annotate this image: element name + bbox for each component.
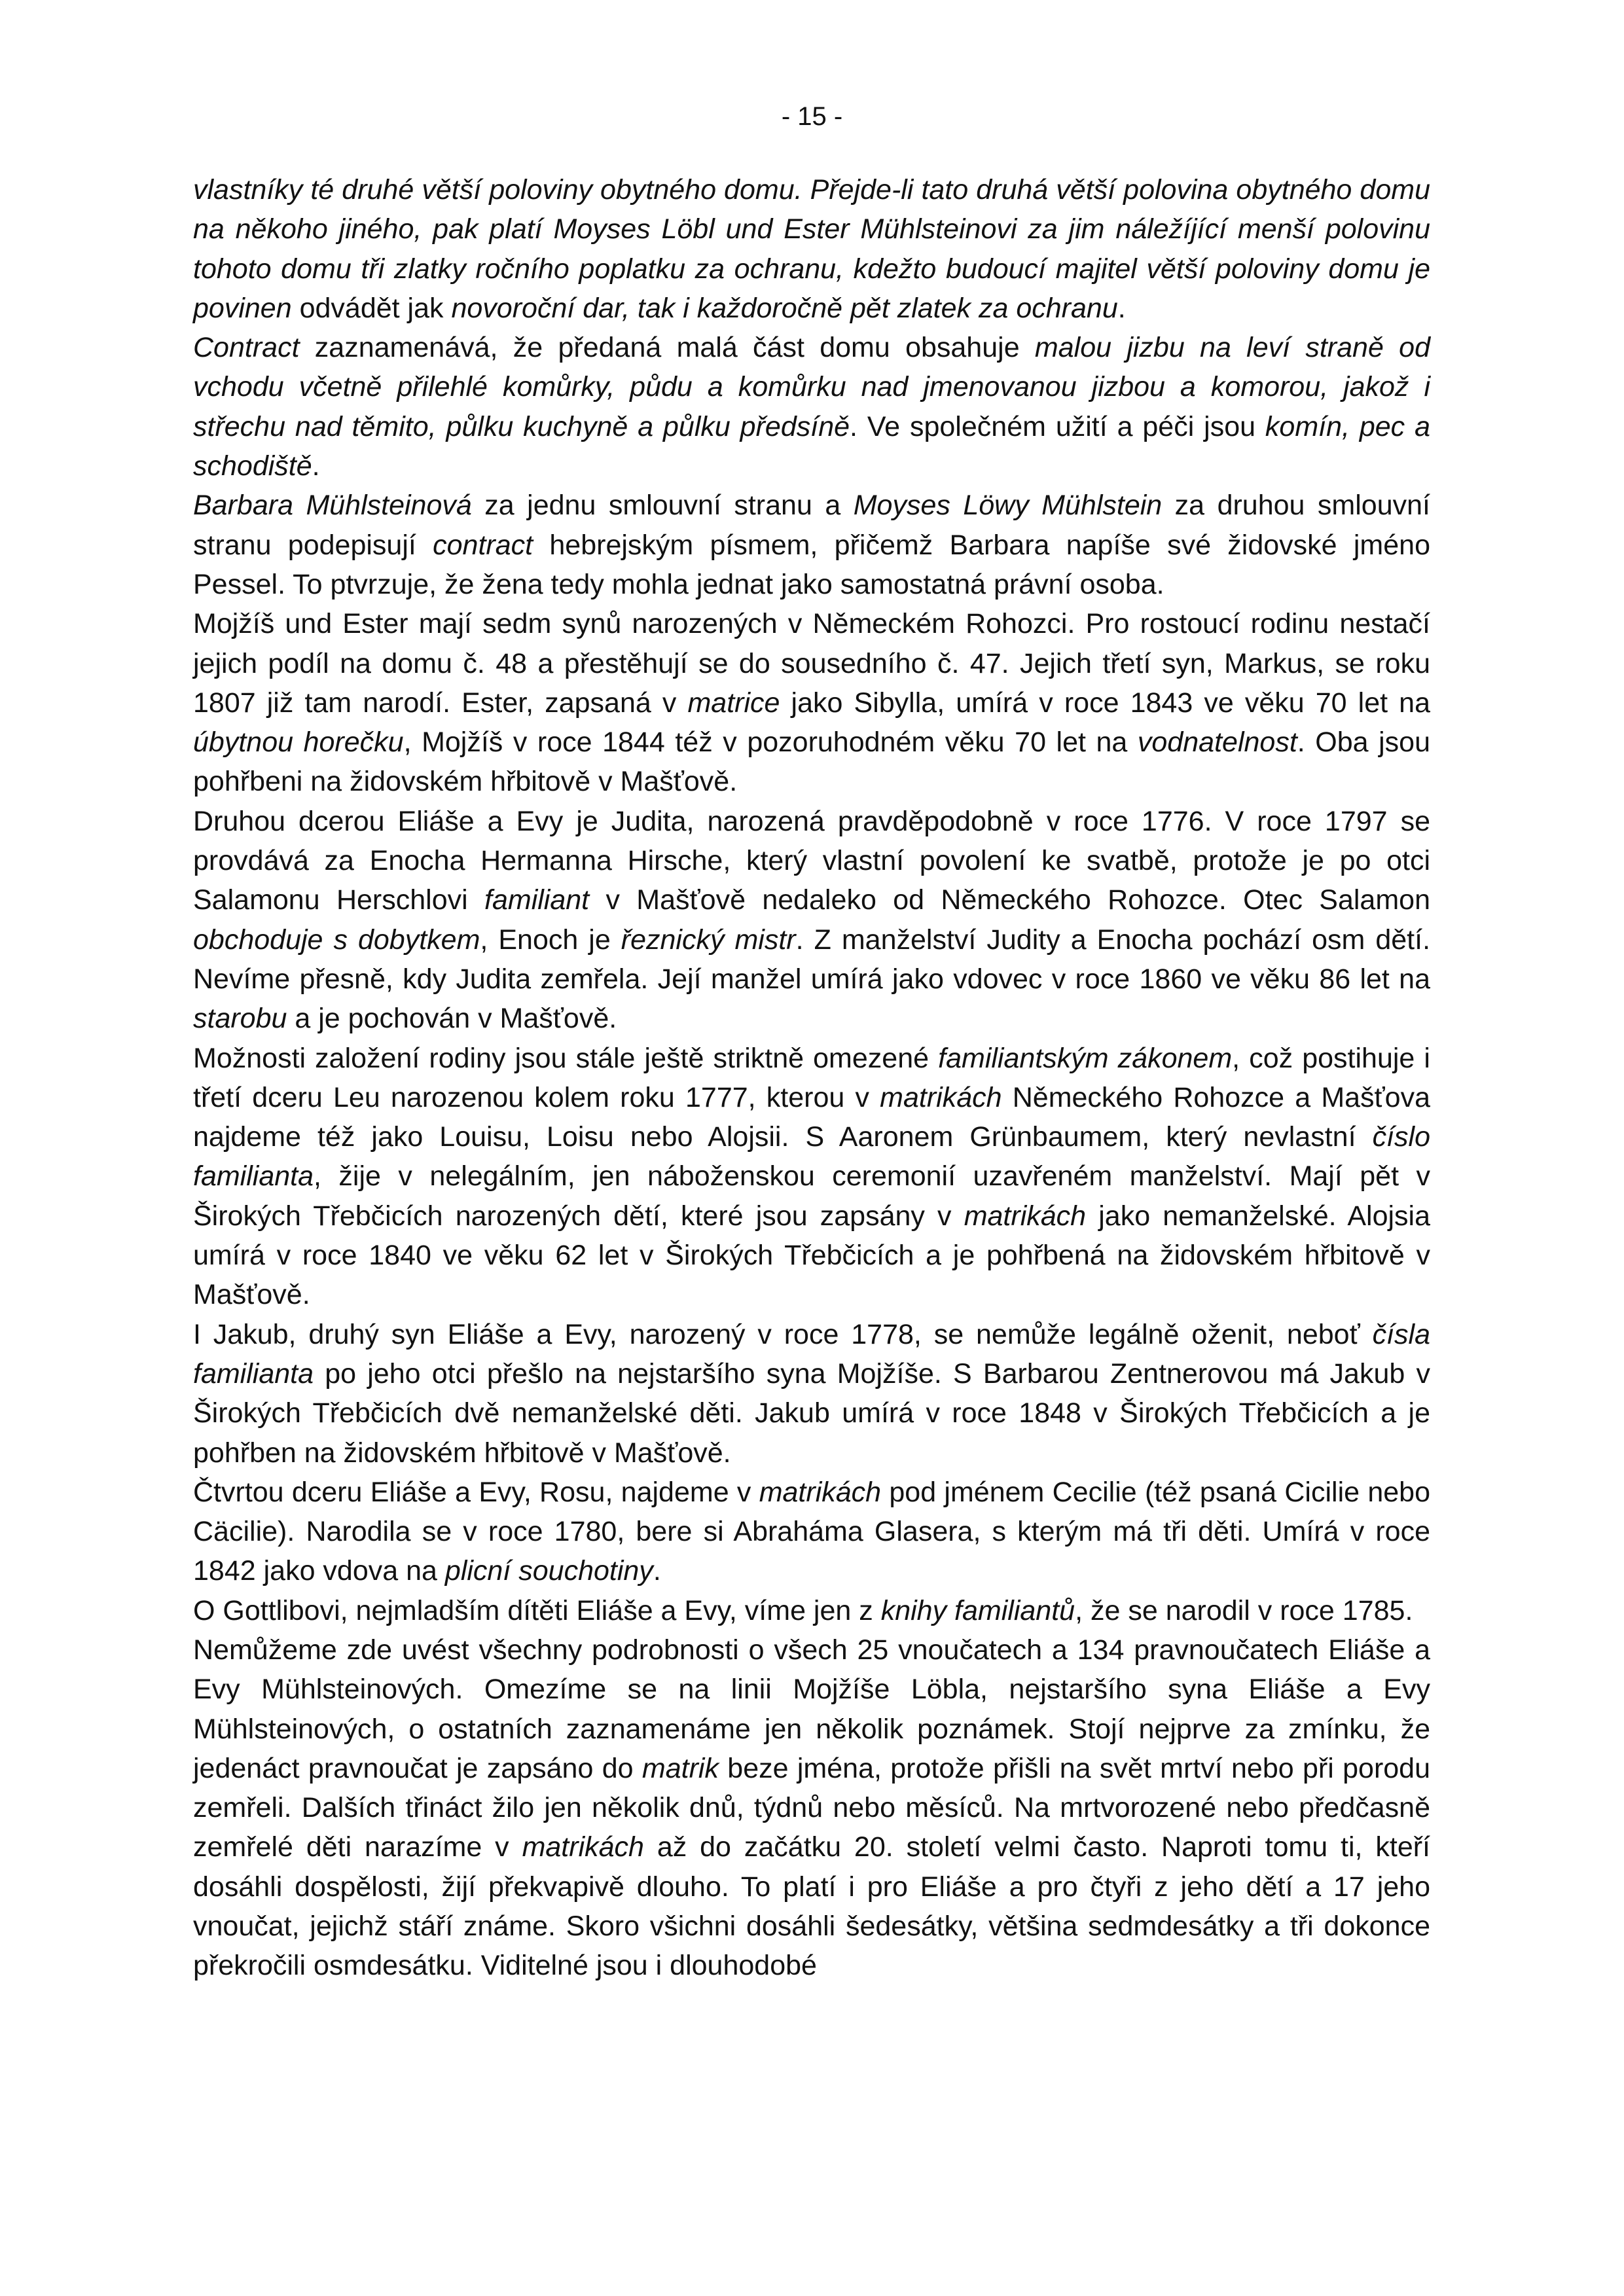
italic-text-run: knihy familiantů [880, 1594, 1075, 1626]
italic-text-run: řeznický mistr [621, 924, 796, 956]
text-run: v Mašťově nedaleko od Německého Rohozce. Otec Salamon [589, 884, 1430, 916]
text-run: hebrejským písmem, přičemž Barbara napíše své židovské jméno Pessel. To ptvrzuje, že žena tedy mohla jednat jako samostatná právní osoba. [193, 529, 1430, 600]
text-run: Mojžíš und Ester mají sedm synů narozených v Německém Rohozci. Pro rostoucí rodinu nestačí jejich podíl na domu č. 48 a přestěhují se do sousedního č. 47. Jejich třetí syn, Markus, se roku 1807 již tam narodí. Ester, zapsaná v [193, 608, 1430, 719]
body-text [193, 170, 1430, 1986]
text-run: za druhou smlouvní stranu podepisují [193, 490, 1430, 561]
paragraph [193, 1591, 1430, 1630]
text-run: Druhou dcerou Eliáše a Evy je Judita, narozená pravděpodobně v roce 1776. V roce 1797 se provdává za Enocha Hermanna Hirsche, který vlastní povolení ke svatbě, protože je po otci Salamonu Herschlovi [193, 805, 1430, 916]
text-run: pod jménem Cecilie (též psaná Cicilie nebo Cäcilie). Narodila se v roce 1780, bere si Abraháma Glasera, s kterým má tři děti. Umírá v roce 1842 jako vdova na [193, 1476, 1430, 1587]
italic-text-run: plicní souchotiny [444, 1555, 653, 1587]
italic-text-run: číslo familianta [193, 1121, 1430, 1193]
italic-text-run: komín, pec a schodiště [193, 410, 1430, 482]
text-run: , Mojžíš v roce 1844 též v pozoruhodném věku 70 let na [403, 726, 1138, 759]
italic-text-run: Contract [193, 332, 300, 364]
italic-text-run: matrikách [522, 1831, 644, 1863]
paragraph [193, 170, 1430, 328]
text-run: . [312, 450, 320, 482]
text-run: . Ve společném užití a péči jsou [850, 410, 1265, 442]
text-run: Nemůžeme zde uvést všechny podrobnosti o všech 25 vnoučatech a 134 pravnoučatech Eliáše a Evy Mühlsteinových. Omezíme se na linii Mojžíše Löbla, nejstaršího syna Eliáše a Evy Mühlsteinových, o ostatních zaznamenáme jen několik poznámek. Stojí nejprve za zmínku, že jedenáct pravnoučat je zapsáno do [193, 1634, 1430, 1784]
text-run: až do začátku 20. století velmi často. Naproti tomu ti, kteří dosáhli dospělosti, žijí překvapivě dlouho. To platí i pro Eliáše a pro čtyři z jeho dětí a 17 jeho vnoučat, jejichž stáří známe. Skoro všichni dosáhli šedesátky, většina sedmdesátky a tři dokonce překročili osmdesátku. Viditelné jsou i dlouhodobé [193, 1831, 1430, 1982]
text-run: jako nemanželské. Alojsia umírá v roce 1840 ve věku 62 let v Širokých Třebčicích a je pohřbená na židovském hřbitově v Mašťově. [193, 1200, 1431, 1311]
italic-text-run: matrikách [964, 1200, 1087, 1232]
text-run: Možnosti založení rodiny jsou stále ještě striktně omezené [193, 1042, 939, 1074]
italic-text-run: malou jizbu na leví straně od vchodu včetně přilehlé komůrky, půdu a komůrku nad jmenovanou jizbou a komorou, jakož i střechu nad těmito, půlku kuchyně a půlku předsíně [193, 332, 1430, 442]
text-run: , Enoch je [480, 924, 621, 956]
text-run: . [1117, 292, 1126, 324]
italic-text-run: čísla familianta [193, 1318, 1430, 1390]
paragraph [193, 1473, 1430, 1591]
paragraph [193, 328, 1430, 486]
text-run: zaznamenává, že předaná malá část domu obsahuje [299, 332, 1035, 364]
text-run: O Gottlibovi, nejmladším dítěti Eliáše a Evy, víme jen z [193, 1594, 881, 1626]
text-run: , že se narodil v roce 1785. [1075, 1594, 1413, 1626]
text-run: Německého Rohozce a Mašťova najdeme též jako Louisu, Loisu nebo Alojsii. S Aaronem Grünbaumem, který nevlastní [193, 1081, 1431, 1153]
text-run: I Jakub, druhý syn Eliáše a Evy, narozený v roce 1778, se nemůže legálně oženit, neboť [193, 1318, 1373, 1350]
text-run: jako Sibylla, umírá v roce 1843 ve věku 70 let na [780, 687, 1431, 719]
italic-text-run: familiant [484, 884, 590, 916]
text-run: . Z manželství Judity a Enocha pochází osm dětí. Nevíme přesně, kdy Judita zemřela. Její manžel umírá jako vdovec v roce 1860 ve věku 86 let na [193, 924, 1431, 995]
text-run: za jednu smlouvní stranu a [471, 490, 854, 522]
italic-text-run: novoroční dar, tak i každoročně pět zlatek za ochranu [451, 292, 1118, 324]
italic-text-run: starobu [193, 1003, 287, 1035]
text-run: , žije v nelegálním, jen náboženskou ceremonií uzavřeném manželství. Mají pět v Širokých Třebčicích narozených dětí, které jsou zapsány v [193, 1160, 1430, 1232]
italic-text-run: úbytnou horečku [193, 726, 404, 759]
italic-text-run: vodnatelnost [1137, 726, 1297, 759]
italic-text-run: contract [433, 529, 533, 561]
paragraph [193, 1315, 1430, 1473]
italic-text-run: matrik [641, 1752, 719, 1784]
italic-text-run: Moyses Löwy Mühlstein [853, 490, 1163, 522]
paragraph [193, 486, 1430, 604]
italic-text-run: Barbara Mühlsteinová [193, 490, 472, 522]
text-run: . Oba jsou pohřbeni na židovském hřbitově v Mašťově. [193, 726, 1431, 798]
italic-text-run: vlastníky té druhé větší poloviny obytného domu. Přejde-li tato druhá větší polovina obytného domu na někoho jiného, pak platí Moyses Löbl und Ester Mühlsteinovi za jim náležíjící menší polovinu tohoto domu tři zlatky ročního poplatku za ochranu, kdežto budoucí majitel větší poloviny domu je povinen [193, 174, 1430, 324]
italic-text-run: matrikách [880, 1081, 1002, 1113]
text-run: , což postihuje i třetí dceru Leu narozenou kolem roku 1777, kterou v [193, 1042, 1430, 1113]
italic-text-run: obchoduje s dobytkem [193, 924, 480, 956]
text-run: odvádět jak [291, 292, 452, 324]
paragraph [193, 1630, 1430, 1986]
text-run: . [653, 1555, 661, 1587]
italic-text-run: matrikách [759, 1476, 882, 1508]
paragraph [193, 604, 1430, 801]
page-number: - 15 - [781, 102, 843, 131]
text-run: Čtvrtou dceru Eliáše a Evy, Rosu, najdeme v [193, 1476, 759, 1508]
text-run: beze jména, protože přišli na svět mrtví nebo při porodu zemřeli. Dalších třináct žilo jen několik dnů, týdnů nebo měsíců. Na mrtvorozené nebo předčasně zemřelé děti narazíme v [193, 1752, 1431, 1863]
text-run: po jeho otci přešlo na nejstaršího syna Mojžíše. S Barbarou Zentnerovou má Jakub v Širokých Třebčicích dvě nemanželské děti. Jakub umírá v roce 1848 v Širokých Třebčicích a je pohřben na židovském hřbitově v Mašťově. [193, 1357, 1430, 1469]
paragraph [193, 802, 1430, 1039]
italic-text-run: familiantským zákonem [938, 1042, 1233, 1074]
paragraph [193, 1039, 1430, 1315]
italic-text-run: matrice [687, 687, 780, 719]
text-run: a je pochován v Mašťově. [287, 1003, 617, 1035]
